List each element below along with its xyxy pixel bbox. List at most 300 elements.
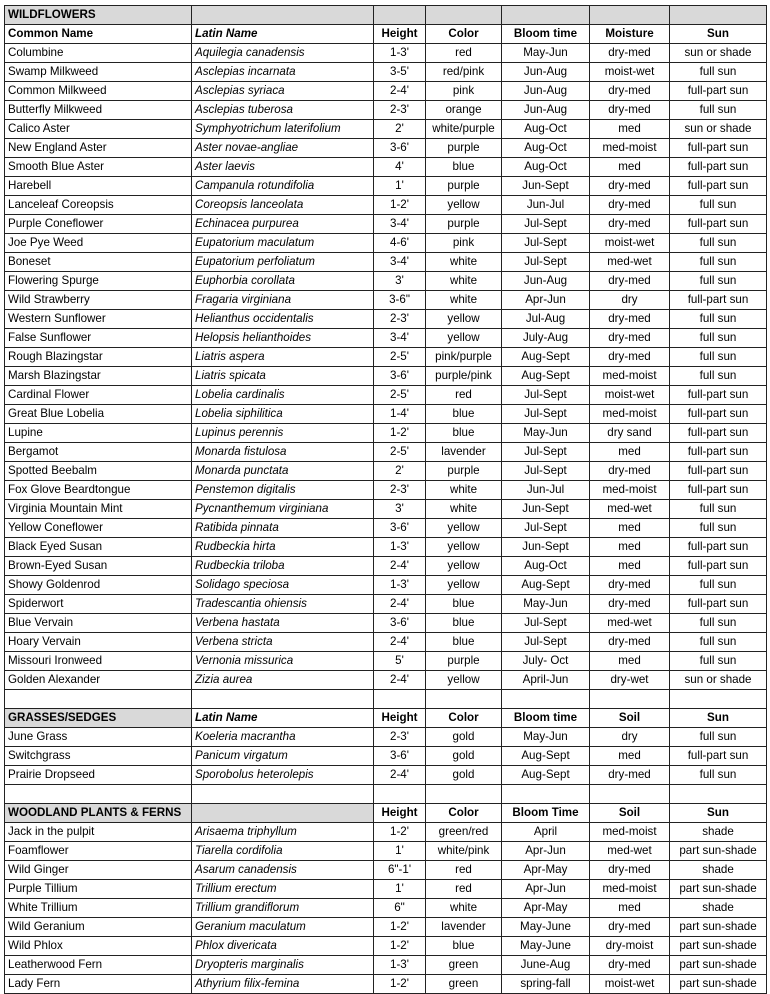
moisture-cell: dry-med: [590, 177, 670, 196]
moisture-cell: moist-wet: [590, 63, 670, 82]
common-name-cell: Harebell: [5, 177, 192, 196]
sun-cell: full sun: [670, 576, 767, 595]
color-cell: lavender: [426, 918, 502, 937]
bloom-time-cell: Jun-Jul: [502, 196, 590, 215]
column-header-row: [5, 25, 767, 44]
latin-name-cell: Aquilegia canadensis: [192, 44, 374, 63]
bloom-time-cell: June-Aug: [502, 956, 590, 975]
height-cell: 2': [374, 462, 426, 481]
common-name-cell: Columbine: [5, 44, 192, 63]
latin-name-cell: Euphorbia corollata: [192, 272, 374, 291]
sun-cell: full-part sun: [670, 386, 767, 405]
sun-cell: full-part sun: [670, 481, 767, 500]
latin-name-cell: Dryopteris marginalis: [192, 956, 374, 975]
sun-cell: part sun-shade: [670, 918, 767, 937]
latin-name-cell: Vernonia missurica: [192, 652, 374, 671]
bloom-time-cell: Jul-Sept: [502, 633, 590, 652]
latin-name-cell: Sporobolus heterolepis: [192, 766, 374, 785]
height-cell: 3-6': [374, 747, 426, 766]
empty-cell: [590, 6, 670, 25]
table-row: [5, 633, 767, 652]
color-cell: yellow: [426, 329, 502, 348]
color-cell: orange: [426, 101, 502, 120]
sun-cell: full sun: [670, 367, 767, 386]
common-name-cell: Fox Glove Beardtongue: [5, 481, 192, 500]
empty-cell: [426, 6, 502, 25]
latin-name-cell: Geranium maculatum: [192, 918, 374, 937]
height-cell: 3-6': [374, 519, 426, 538]
table-row: [5, 310, 767, 329]
table-row: [5, 196, 767, 215]
table-row: [5, 120, 767, 139]
table-row: [5, 557, 767, 576]
latin-name-cell: Monarda fistulosa: [192, 443, 374, 462]
common-name-cell: Western Sunflower: [5, 310, 192, 329]
sun-cell: full-part sun: [670, 82, 767, 101]
moisture-cell: med: [590, 557, 670, 576]
column-header-height: Height: [374, 25, 426, 44]
color-cell: white: [426, 253, 502, 272]
table-row: [5, 899, 767, 918]
common-name-cell: Smooth Blue Aster: [5, 158, 192, 177]
table-row: [5, 348, 767, 367]
table-row: [5, 481, 767, 500]
common-name-cell: Leatherwood Fern: [5, 956, 192, 975]
common-name-cell: Wild Strawberry: [5, 291, 192, 310]
color-cell: white: [426, 500, 502, 519]
column-header-bloom-time: Bloom time: [502, 709, 590, 728]
bloom-time-cell: Jul-Sept: [502, 462, 590, 481]
common-name-cell: Jack in the pulpit: [5, 823, 192, 842]
spacer-row: [5, 785, 767, 804]
bloom-time-cell: Apr-Jun: [502, 842, 590, 861]
column-header-sun: Sun: [670, 804, 767, 823]
sun-cell: full-part sun: [670, 538, 767, 557]
height-cell: 3': [374, 500, 426, 519]
height-cell: 2-5': [374, 386, 426, 405]
latin-name-cell: Asclepias syriaca: [192, 82, 374, 101]
sun-cell: full sun: [670, 519, 767, 538]
height-cell: 1-3': [374, 956, 426, 975]
latin-name-cell: Lupinus perennis: [192, 424, 374, 443]
bloom-time-cell: Apr-May: [502, 861, 590, 880]
column-header-common-name: Common Name: [5, 25, 192, 44]
color-cell: purple/pink: [426, 367, 502, 386]
moisture-cell: med-wet: [590, 500, 670, 519]
sun-cell: full sun: [670, 348, 767, 367]
column-header-latin-name: [192, 804, 374, 823]
latin-name-cell: Panicum virgatum: [192, 747, 374, 766]
moisture-cell: moist-wet: [590, 975, 670, 994]
color-cell: purple: [426, 462, 502, 481]
column-header-color: Color: [426, 804, 502, 823]
common-name-cell: Rough Blazingstar: [5, 348, 192, 367]
moisture-cell: dry-med: [590, 215, 670, 234]
height-cell: 2-5': [374, 443, 426, 462]
color-cell: yellow: [426, 196, 502, 215]
bloom-time-cell: Jun-Sept: [502, 538, 590, 557]
color-cell: yellow: [426, 519, 502, 538]
sun-cell: full sun: [670, 101, 767, 120]
table-row: [5, 253, 767, 272]
bloom-time-cell: Apr-May: [502, 899, 590, 918]
table-row: [5, 215, 767, 234]
height-cell: 2': [374, 120, 426, 139]
bloom-time-cell: Aug-Sept: [502, 367, 590, 386]
bloom-time-cell: May-June: [502, 918, 590, 937]
table-row: [5, 139, 767, 158]
color-cell: pink: [426, 82, 502, 101]
bloom-time-cell: Jun-Aug: [502, 272, 590, 291]
table-row: [5, 234, 767, 253]
sun-cell: shade: [670, 861, 767, 880]
common-name-cell: Cardinal Flower: [5, 386, 192, 405]
sun-cell: full sun: [670, 614, 767, 633]
latin-name-cell: Monarda punctata: [192, 462, 374, 481]
moisture-cell: dry-med: [590, 272, 670, 291]
table-row: [5, 291, 767, 310]
empty-cell: [5, 785, 192, 804]
latin-name-cell: Verbena hastata: [192, 614, 374, 633]
table-row: [5, 424, 767, 443]
height-cell: 2-4': [374, 633, 426, 652]
height-cell: 1-2': [374, 975, 426, 994]
common-name-cell: Flowering Spurge: [5, 272, 192, 291]
height-cell: 3-5': [374, 63, 426, 82]
bloom-time-cell: Jun-Aug: [502, 63, 590, 82]
empty-cell: [374, 785, 426, 804]
latin-name-cell: Liatris aspera: [192, 348, 374, 367]
sun-cell: full sun: [670, 63, 767, 82]
table-row: [5, 861, 767, 880]
sun-cell: full sun: [670, 728, 767, 747]
moisture-cell: dry-med: [590, 576, 670, 595]
sun-cell: full-part sun: [670, 595, 767, 614]
moisture-cell: med-moist: [590, 367, 670, 386]
latin-name-cell: Helianthus occidentalis: [192, 310, 374, 329]
bloom-time-cell: Jun-Aug: [502, 82, 590, 101]
sun-cell: full-part sun: [670, 291, 767, 310]
common-name-cell: Foamflower: [5, 842, 192, 861]
table-row: [5, 728, 767, 747]
bloom-time-cell: April-Jun: [502, 671, 590, 690]
moisture-cell: med-moist: [590, 880, 670, 899]
table-row: [5, 766, 767, 785]
common-name-cell: New England Aster: [5, 139, 192, 158]
common-name-cell: Spotted Beebalm: [5, 462, 192, 481]
bloom-time-cell: Jun-Jul: [502, 481, 590, 500]
table-row: [5, 63, 767, 82]
height-cell: 1-2': [374, 823, 426, 842]
empty-cell: [670, 6, 767, 25]
color-cell: purple: [426, 177, 502, 196]
sun-cell: full-part sun: [670, 215, 767, 234]
table-row: [5, 519, 767, 538]
bloom-time-cell: Jul-Sept: [502, 234, 590, 253]
table-row: [5, 177, 767, 196]
moisture-cell: dry: [590, 291, 670, 310]
bloom-time-cell: Jul-Sept: [502, 405, 590, 424]
color-cell: white/purple: [426, 120, 502, 139]
column-header-height: Height: [374, 709, 426, 728]
column-header-color: Color: [426, 709, 502, 728]
common-name-cell: Calico Aster: [5, 120, 192, 139]
latin-name-cell: Coreopsis lanceolata: [192, 196, 374, 215]
color-cell: purple: [426, 215, 502, 234]
height-cell: 1-2': [374, 918, 426, 937]
bloom-time-cell: Jul-Sept: [502, 443, 590, 462]
latin-name-cell: Arisaema triphyllum: [192, 823, 374, 842]
empty-cell: [426, 785, 502, 804]
empty-cell: [670, 785, 767, 804]
color-cell: blue: [426, 595, 502, 614]
latin-name-cell: Solidago speciosa: [192, 576, 374, 595]
height-cell: 3-6': [374, 614, 426, 633]
bloom-time-cell: Aug-Oct: [502, 158, 590, 177]
color-cell: yellow: [426, 557, 502, 576]
moisture-cell: med: [590, 120, 670, 139]
empty-cell: [670, 690, 767, 709]
latin-name-cell: Symphyotrichum laterifolium: [192, 120, 374, 139]
moisture-cell: dry-med: [590, 462, 670, 481]
sun-cell: sun or shade: [670, 44, 767, 63]
height-cell: 1-3': [374, 44, 426, 63]
table-row: [5, 272, 767, 291]
table-row: [5, 158, 767, 177]
color-cell: blue: [426, 158, 502, 177]
table-row: [5, 614, 767, 633]
sun-cell: full sun: [670, 500, 767, 519]
color-cell: white: [426, 481, 502, 500]
sun-cell: part sun-shade: [670, 956, 767, 975]
sun-cell: full-part sun: [670, 747, 767, 766]
sun-cell: part sun-shade: [670, 975, 767, 994]
bloom-time-cell: Apr-Jun: [502, 880, 590, 899]
section-title: WOODLAND PLANTS & FERNS: [5, 804, 192, 823]
common-name-cell: Swamp Milkweed: [5, 63, 192, 82]
plant-list-sheet: [4, 5, 767, 994]
sun-cell: sun or shade: [670, 120, 767, 139]
common-name-cell: Purple Coneflower: [5, 215, 192, 234]
bloom-time-cell: Aug-Sept: [502, 766, 590, 785]
moisture-cell: med-moist: [590, 139, 670, 158]
latin-name-cell: Tiarella cordifolia: [192, 842, 374, 861]
bloom-time-cell: spring-fall: [502, 975, 590, 994]
column-header-latin-name: Latin Name: [192, 25, 374, 44]
column-header-latin-name: Latin Name: [192, 709, 374, 728]
latin-name-cell: Rudbeckia triloba: [192, 557, 374, 576]
moisture-cell: med-wet: [590, 842, 670, 861]
bloom-time-cell: Aug-Sept: [502, 747, 590, 766]
common-name-cell: Great Blue Lobelia: [5, 405, 192, 424]
empty-cell: [502, 690, 590, 709]
table-row: [5, 576, 767, 595]
height-cell: 6"-1': [374, 861, 426, 880]
sun-cell: full sun: [670, 196, 767, 215]
moisture-cell: dry-med: [590, 766, 670, 785]
sun-cell: part sun-shade: [670, 937, 767, 956]
bloom-time-cell: April: [502, 823, 590, 842]
sun-cell: full sun: [670, 234, 767, 253]
common-name-cell: Purple Tillium: [5, 880, 192, 899]
height-cell: 2-4': [374, 595, 426, 614]
bloom-time-cell: May-Jun: [502, 595, 590, 614]
moisture-cell: dry-med: [590, 861, 670, 880]
bloom-time-cell: May-Jun: [502, 728, 590, 747]
moisture-cell: moist-wet: [590, 386, 670, 405]
sun-cell: part sun-shade: [670, 842, 767, 861]
height-cell: 3-6": [374, 291, 426, 310]
height-cell: 4-6': [374, 234, 426, 253]
table-row: [5, 386, 767, 405]
table-row: [5, 595, 767, 614]
moisture-cell: dry-med: [590, 310, 670, 329]
table-row: [5, 747, 767, 766]
moisture-cell: dry-med: [590, 348, 670, 367]
sun-cell: shade: [670, 823, 767, 842]
sun-cell: full sun: [670, 329, 767, 348]
height-cell: 3-6': [374, 367, 426, 386]
color-cell: white/pink: [426, 842, 502, 861]
height-cell: 3-4': [374, 253, 426, 272]
moisture-cell: dry sand: [590, 424, 670, 443]
common-name-cell: Common Milkweed: [5, 82, 192, 101]
moisture-cell: dry-moist: [590, 937, 670, 956]
color-cell: gold: [426, 747, 502, 766]
table-row: [5, 462, 767, 481]
moisture-cell: med: [590, 519, 670, 538]
common-name-cell: Butterfly Milkweed: [5, 101, 192, 120]
spacer-row: [5, 690, 767, 709]
table-row: [5, 405, 767, 424]
height-cell: 1-3': [374, 538, 426, 557]
common-name-cell: Golden Alexander: [5, 671, 192, 690]
moisture-cell: med: [590, 747, 670, 766]
column-header-moisture: Soil: [590, 709, 670, 728]
bloom-time-cell: Jun-Sept: [502, 500, 590, 519]
latin-name-cell: Rudbeckia hirta: [192, 538, 374, 557]
height-cell: 1': [374, 842, 426, 861]
color-cell: green/red: [426, 823, 502, 842]
latin-name-cell: Pycnanthemum virginiana: [192, 500, 374, 519]
common-name-cell: Yellow Coneflower: [5, 519, 192, 538]
common-name-cell: Lady Fern: [5, 975, 192, 994]
moisture-cell: dry-med: [590, 44, 670, 63]
moisture-cell: med: [590, 158, 670, 177]
common-name-cell: Prairie Dropseed: [5, 766, 192, 785]
bloom-time-cell: Jul-Sept: [502, 386, 590, 405]
latin-name-cell: Ratibida pinnata: [192, 519, 374, 538]
sun-cell: full sun: [670, 310, 767, 329]
bloom-time-cell: Aug-Oct: [502, 557, 590, 576]
empty-cell: [374, 690, 426, 709]
color-cell: gold: [426, 766, 502, 785]
moisture-cell: dry-wet: [590, 671, 670, 690]
color-cell: yellow: [426, 310, 502, 329]
color-cell: yellow: [426, 538, 502, 557]
moisture-cell: med-moist: [590, 823, 670, 842]
section-title-row: [5, 804, 767, 823]
table-row: [5, 880, 767, 899]
bloom-time-cell: Jul-Sept: [502, 519, 590, 538]
moisture-cell: med-wet: [590, 253, 670, 272]
latin-name-cell: Koeleria macrantha: [192, 728, 374, 747]
column-header-sun: Sun: [670, 709, 767, 728]
latin-name-cell: Trillium erectum: [192, 880, 374, 899]
height-cell: 2-3': [374, 481, 426, 500]
color-cell: lavender: [426, 443, 502, 462]
color-cell: green: [426, 956, 502, 975]
common-name-cell: False Sunflower: [5, 329, 192, 348]
sun-cell: full-part sun: [670, 443, 767, 462]
color-cell: white: [426, 899, 502, 918]
height-cell: 5': [374, 652, 426, 671]
moisture-cell: dry-med: [590, 595, 670, 614]
empty-cell: [426, 690, 502, 709]
latin-name-cell: Lobelia siphilitica: [192, 405, 374, 424]
latin-name-cell: Asclepias incarnata: [192, 63, 374, 82]
color-cell: red: [426, 386, 502, 405]
latin-name-cell: Asarum canadensis: [192, 861, 374, 880]
latin-name-cell: Verbena stricta: [192, 633, 374, 652]
height-cell: 1-4': [374, 405, 426, 424]
common-name-cell: Showy Goldenrod: [5, 576, 192, 595]
common-name-cell: Virginia Mountain Mint: [5, 500, 192, 519]
table-row: [5, 500, 767, 519]
moisture-cell: med-wet: [590, 614, 670, 633]
common-name-cell: Blue Vervain: [5, 614, 192, 633]
color-cell: red: [426, 44, 502, 63]
column-header-moisture: Soil: [590, 804, 670, 823]
latin-name-cell: Lobelia cardinalis: [192, 386, 374, 405]
empty-cell: [5, 690, 192, 709]
sun-cell: full sun: [670, 766, 767, 785]
common-name-cell: Missouri Ironweed: [5, 652, 192, 671]
height-cell: 3': [374, 272, 426, 291]
moisture-cell: dry-med: [590, 918, 670, 937]
common-name-cell: Bergamot: [5, 443, 192, 462]
moisture-cell: dry-med: [590, 633, 670, 652]
moisture-cell: dry-med: [590, 82, 670, 101]
table-row: [5, 918, 767, 937]
bloom-time-cell: Aug-Oct: [502, 120, 590, 139]
common-name-cell: White Trillium: [5, 899, 192, 918]
latin-name-cell: Aster novae-angliae: [192, 139, 374, 158]
height-cell: 2-4': [374, 82, 426, 101]
height-cell: 2-3': [374, 728, 426, 747]
moisture-cell: med: [590, 899, 670, 918]
column-header-sun: Sun: [670, 25, 767, 44]
common-name-cell: Lupine: [5, 424, 192, 443]
sun-cell: part sun-shade: [670, 880, 767, 899]
table-row: [5, 44, 767, 63]
latin-name-cell: Aster laevis: [192, 158, 374, 177]
table-row: [5, 937, 767, 956]
color-cell: purple: [426, 652, 502, 671]
table-row: [5, 671, 767, 690]
color-cell: yellow: [426, 671, 502, 690]
bloom-time-cell: May-Jun: [502, 44, 590, 63]
color-cell: red/pink: [426, 63, 502, 82]
sun-cell: full sun: [670, 253, 767, 272]
sun-cell: full sun: [670, 633, 767, 652]
height-cell: 1': [374, 177, 426, 196]
latin-name-cell: Tradescantia ohiensis: [192, 595, 374, 614]
section-title: WILDFLOWERS: [5, 6, 192, 25]
sun-cell: shade: [670, 899, 767, 918]
latin-name-cell: Helopsis helianthoides: [192, 329, 374, 348]
sun-cell: sun or shade: [670, 671, 767, 690]
